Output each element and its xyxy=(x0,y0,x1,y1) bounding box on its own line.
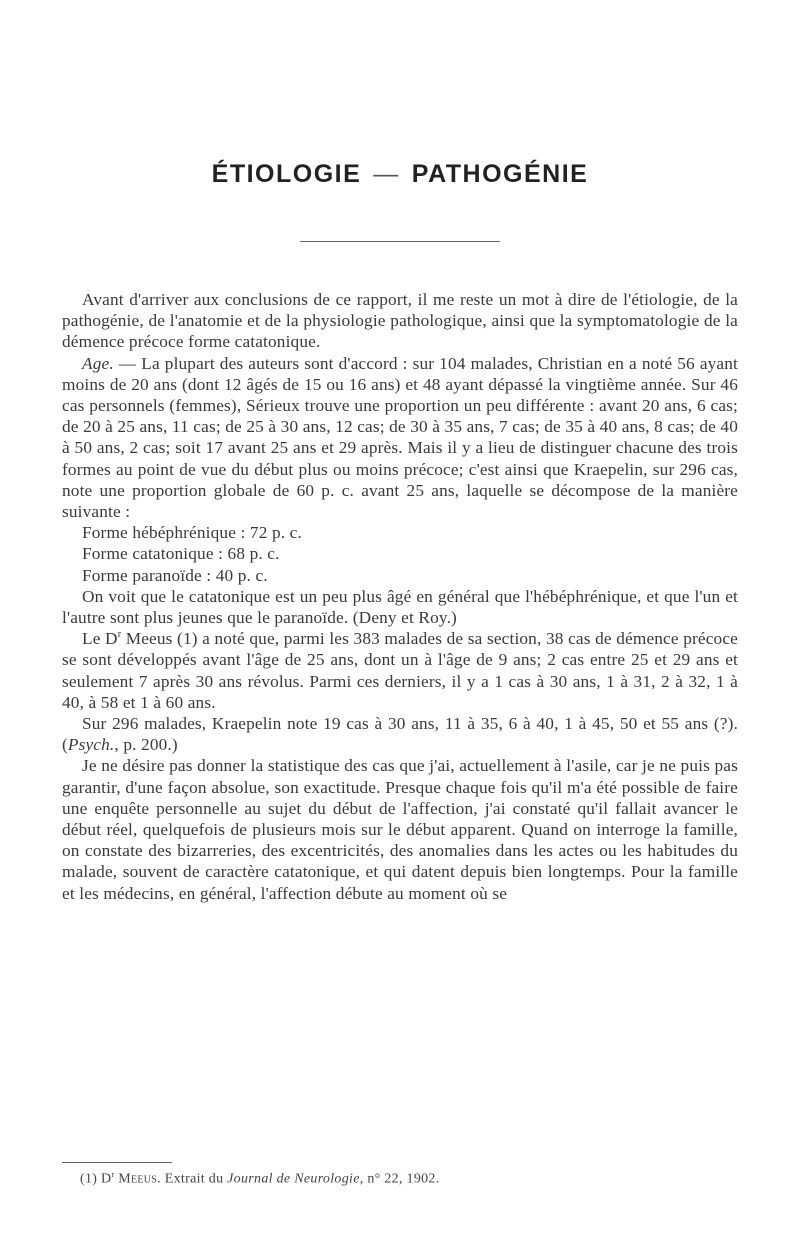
paragraph-comparison: On voit que le catatonique est un peu plus âgé en général que l'hébéphrénique, et que l'un et l'autre sont plus jeunes que le paranoïde. (Deny et Roy.) xyxy=(62,586,738,628)
superscript: r xyxy=(111,1170,115,1179)
body-text xyxy=(62,289,738,904)
text-fragment: Extrait du xyxy=(160,1171,228,1187)
text-fragment: , p. 200.) xyxy=(114,735,178,755)
paragraph-kraepelin xyxy=(62,713,738,755)
paragraph-age xyxy=(62,353,738,523)
list-item: Forme paranoïde : 40 p. c. xyxy=(82,565,268,585)
paragraph-age-text: — La plupart des auteurs sont d'accord : sur 104 malades, Christian en a noté 56 ayant moins de 20 ans (dont 12 âgés de 15 ou 16 ans) et 48 ayant dépassé la vingtième année. Sur 46 cas personnels (femmes), Sérieux trouve une proportion un peu différente : avant 20 ans, 6 cas; de 20 à 25 ans, 11 cas; de 25 à 30 ans, 12 cas; de 30 à 35 ans, 7 cas; de 35 à 40 ans, 8 cas; de 40 à 50 ans, 2 cas; soit 17 avant 25 ans et 29 après. Mais il y a lieu de distinguer chacune des trois formes au point de vue du début plus ou moins précoce; c'est ainsi que Kraepelin, sur 296 cas, note une proportion globale de 60 p. c. avant 25 ans, laquelle se décompose de la manière suivante : xyxy=(62,353,739,522)
text-fragment: Sur 296 malades, Kraepelin note 19 cas à 30 ans, 11 à 35, 6 à 40, 1 à 45, 50 et 55 ans (?). ( xyxy=(62,714,738,755)
chapter-title xyxy=(0,160,800,189)
list-item: Forme catatonique : 68 p. c. xyxy=(82,544,280,564)
superscript: r xyxy=(117,629,122,641)
text-fragment: , n° 22, 1902. xyxy=(359,1171,440,1187)
paragraph-statistics: Je ne désire pas donner la statistique des cas que j'ai, actuellement à l'asile, car je ne puis pas garantir, d'une façon absolue, son exactitude. Presque chaque fois qu'il m'a été possible de faire une enquête personnelle au sujet du début de l'affection, j'ai constaté qu'il fallait avancer le début réel, quelquefois de plusieurs mois sur le début apparent. Quand on interroge la famille, on constate des bizarreries, des excentricités, des anomalies dans les actes ou les habitudes du malade, souvent de caractère catatonique, et qui datent depuis bien longtemps. Pour la famille et les médecins, en général, l'affection débute au moment où se xyxy=(62,756,738,903)
paragraph-meeus xyxy=(62,628,738,713)
title-rule xyxy=(300,241,500,242)
text-fragment: Le D xyxy=(82,629,118,649)
title-pathogenie: PATHOGÉNIE xyxy=(411,160,589,188)
citation-title: Psych. xyxy=(67,735,115,755)
paragraph-intro: Avant d'arriver aux conclusions de ce rapport, il me reste un mot à dire de l'étiologie, de la pathogénie, de l'anatomie et de la physiologie pathologique, ainsi que la symptomatologie de la démence précoce forme catatonique. xyxy=(62,290,738,352)
footnote-rule xyxy=(62,1162,172,1163)
section-heading-age: Age. xyxy=(82,353,114,373)
footnote-number: (1) D xyxy=(80,1171,112,1187)
title-separator: — xyxy=(373,160,400,188)
list-item: Forme hébéphrénique : 72 p. c. xyxy=(82,523,302,543)
footnote xyxy=(80,1170,440,1188)
footnote-author: Meeus. xyxy=(114,1171,161,1187)
footnote-journal: Journal de Neurologie xyxy=(227,1171,360,1187)
text-fragment: Meeus (1) a noté que, parmi les 383 malades de sa section, 38 cas de démence précoce se sont développés avant l'âge de 25 ans, dont un à l'âge de 9 ans; 2 cas entre 25 et 29 ans et seulement 7 après 30 ans révolus. Parmi ces derniers, il y a 1 cas à 30 ans, 1 à 31, 2 à 32, 1 à 40, à 58 et 1 à 60 ans. xyxy=(62,629,738,712)
title-etiologie: ÉTIOLOGIE xyxy=(211,160,362,188)
